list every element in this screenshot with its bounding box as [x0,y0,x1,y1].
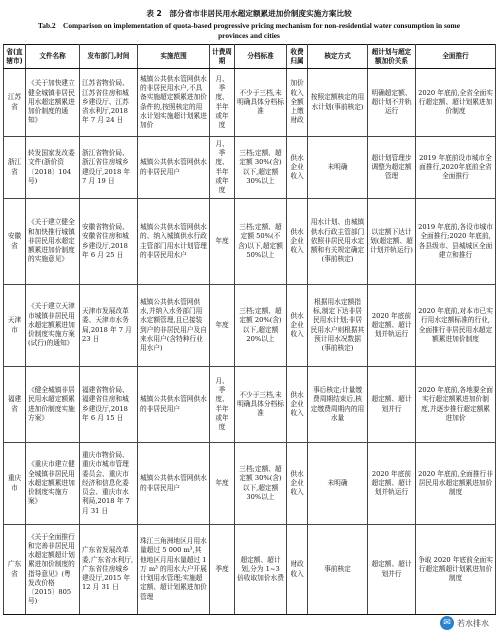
table-row [4,69,496,137]
header-row [4,45,496,69]
scope-cell: 城镇公共供水管网供水,并纳入水务部门用水定额管理,且已接装到户的非居民用户及自来水用户(含特种行业用水户) [138,285,210,367]
issuer-cell: 广东省发展改革委,广东省水利厅,广东省住房城乡建设厅,2015 年 12 月 31 日 [80,525,138,615]
rollout-cell: 2020 年底前,全面推行非居民用水超定额累进加价制度 [416,443,496,525]
document-cell: 转发国家发改委文件(浙价资〔2018〕104号) [26,137,80,199]
header-tier-standard: 分档标准 [235,45,287,69]
table-row [4,285,496,367]
scope-cell: 珠江三角洲地区月用水量超过 5 000 m³,其他地区月用水量超过 1 万 m³ 的用水大户开展计划用水管理;实施超定额、超计划累进加价管理 [138,525,210,615]
tier-cell: 三档;定额、超定额 30%(含)以下,超定额 30%以上 [235,443,287,525]
header-fee-ownership: 收费归属 [287,45,308,69]
rollout-cell: 2019 年底前,各设市城市全面推行;2020 年底前,各县级市、县城城区全面建立和推行 [416,199,496,285]
issuer-cell: 浙江省物价局、浙江省住房城乡建设厅,2018 年 7 月 19 日 [80,137,138,199]
verification-cell: 事后核定;计量缴费周期结束后,核定缴费周期内的用水量 [308,367,368,443]
tier-cell: 不少于三档,未明确具体分档标准 [235,69,287,137]
fee-cell: 加价收入全额上缴财政 [287,69,308,137]
rollout-cell: 争取 2020 年底前全面实行超定额超计划累进加价制度 [416,525,496,615]
period-cell: 年度 [210,443,235,525]
header-scope: 实施范围 [138,45,210,69]
comparison-table [3,44,496,615]
fee-cell: 财政收入 [287,525,308,615]
verification-cell: 按照定额核定的用水计划(事前核定) [308,69,368,137]
rollout-cell: 2020 年底前,对本市已实行用水定额标准的行业,全面推行非居民用水超定额累进加价制度 [416,285,496,367]
header-plan-quota-relation: 超计划与超定额加价关系 [368,45,416,69]
tier-cell: 不少于三档,未明确具体分档标准 [235,367,287,443]
document-cell: 《健全城镇非居民用水超定额累进加价制度实施方案》 [26,367,80,443]
document-cell: 《关于建立健全和加快推行城镇非居民用水超定额累进加价制度的实施意见》 [26,199,80,285]
relation-cell: 明确超定额、超计划不并轨运行 [368,69,416,137]
tier-cell: 超定额、超计划,分为 1~3 倍收取加价水费 [235,525,287,615]
caption-chinese: 表 2 部分省市非居民用水超定额累进加价制度实施方案比较 [146,9,352,18]
header-document-name: 文件名称 [26,45,80,69]
verification-cell: 事前核定 [308,525,368,615]
relation-cell: 超计划管理步调整为超定额管理 [368,137,416,199]
document-cell: 《关于加快建立健全城镇非居民用水超定额累进加价制度的通知》 [26,69,80,137]
header-full-rollout: 全面推行 [416,45,496,69]
relation-cell: 2020 年底前超定额、超计划并轨运行 [368,285,416,367]
tier-cell: 三档;定额、超定额 20%(含)以下,超定额 20%以上 [235,285,287,367]
verification-cell: 根据用水定额指标,制定下达非居民用水计划;非居民用水户则根据其预计用水况数据(事前核定) [308,285,368,367]
province-cell: 安徽省 [4,199,26,285]
header-province: 省(直辖市) [4,45,26,69]
period-cell: 月、季度、半年或年度 [210,367,235,443]
relation-cell: 超定额、超计划并行 [368,525,416,615]
table-row [4,137,496,199]
verification-cell: 未明确 [308,137,368,199]
issuer-cell: 重庆市物价局、重庆市城市管理委员会、重庆市经济和信息化委员会、重庆市水利局,2018 年 7 月 31 日 [80,443,138,525]
table-row [4,367,496,443]
tier-cell: 三档;定额、超定额 30%(含)以下,超定额 30%以上 [235,137,287,199]
document-cell: 《关于全面推行和完善非居民用水超定额超计划累进加价制度的指导意见》(粤发改价格〔2015〕805号) [26,525,80,615]
relation-cell: 超定额、超计划并行 [368,367,416,443]
wechat-icon: ✉ [440,616,454,630]
issuer-cell: 安徽省物价局、安徽省住房和城乡建设厅,2018 年 6 月 25 日 [80,199,138,285]
caption-english: Tab.2 Comparison on implementation of quota-based progressive pricing mechanism for non-residential water consumption in some provinces and cities [38,21,460,40]
scope-cell: 城镇公共供水管网供水的非居民用户 [138,137,210,199]
period-cell: 月、季度、半年或年度 [210,137,235,199]
scope-cell: 城镇公共供水管网供水的非居民用户 [138,367,210,443]
verification-cell: 用水计划、由城镇供水行政主管部门依照非居民用水定额和有关规定确定(事前核定) [308,199,368,285]
province-cell: 福建省 [4,367,26,443]
period-cell: 季度 [210,525,235,615]
issuer-cell: 天津市发展改革委、天津市水务局,2018 年 7 月 23 日 [80,285,138,367]
document-cell: 《关于建立天津市城镇非居民用水超定额累进加价制度实施方案(试行)的通知》 [26,285,80,367]
period-cell: 年度 [210,285,235,367]
scope-cell: 城镇公共供水管网供水的、纳入城镇供水行政主管部门用水计划管理的非居民用水户 [138,199,210,285]
tier-cell: 三档;定额、超定额 50%(不含)以下,超定额 50%以上 [235,199,287,285]
header-verification-method: 核定方式 [308,45,368,69]
rollout-cell: 2020 年底前,各地要全面实行超定额累进加价制度,并逐步推行超定额累进加价 [416,367,496,443]
table-row [4,443,496,525]
watermark-text: 若水排水 [457,618,489,628]
province-cell: 重庆市 [4,443,26,525]
scope-cell: 城镇公共供水管网供水的非居民用水户,不具备实施超定额累进加价条件的,按照核定的用水计划实施超计划累进加价 [138,69,210,137]
header-issuer-date: 发布部门,时间 [80,45,138,69]
fee-cell: 供水企业收入 [287,443,308,525]
fee-cell: 供水企业收入 [287,137,308,199]
province-cell: 天津市 [4,285,26,367]
province-cell: 浙江省 [4,137,26,199]
rollout-cell: 2020 年底前,全省全面实行超定额、超计划累进加价制度 [416,69,496,137]
watermark [437,615,492,631]
scope-cell: 城镇公共供水管网供水的非居民用户 [138,443,210,525]
fee-cell: 供水企业收入 [287,199,308,285]
table-caption [0,0,498,40]
period-cell: 月、季度、半年或年度 [210,69,235,137]
fee-cell: 供水企业收入 [287,285,308,367]
verification-cell: 未明确 [308,443,368,525]
period-cell: 年度 [210,199,235,285]
table-row [4,199,496,285]
issuer-cell: 江苏省物价局、江苏省住房和城乡建设厅、江苏省水利厅,2018 年 7 月 24 日 [80,69,138,137]
rollout-cell: 2019 年底前设市城市全面推行,2020年底前全省全面推行 [416,137,496,199]
fee-cell: 供水企业收入 [287,367,308,443]
document-cell: 《重庆市建立健全城镇非居民用水超定额累进加价制度实施方案》 [26,443,80,525]
table-row [4,525,496,615]
relation-cell: 以定额下达计划(超定额、超计划并轨运行) [368,199,416,285]
province-cell: 江苏省 [4,69,26,137]
province-cell: 广东省 [4,525,26,615]
issuer-cell: 福建省物价局、福建省住房和城乡建设厅,2018 年 6 月 15 日 [80,367,138,443]
header-billing-period: 计费周期 [210,45,235,69]
relation-cell: 2020 年底前超定额、超计划并轨运行 [368,443,416,525]
